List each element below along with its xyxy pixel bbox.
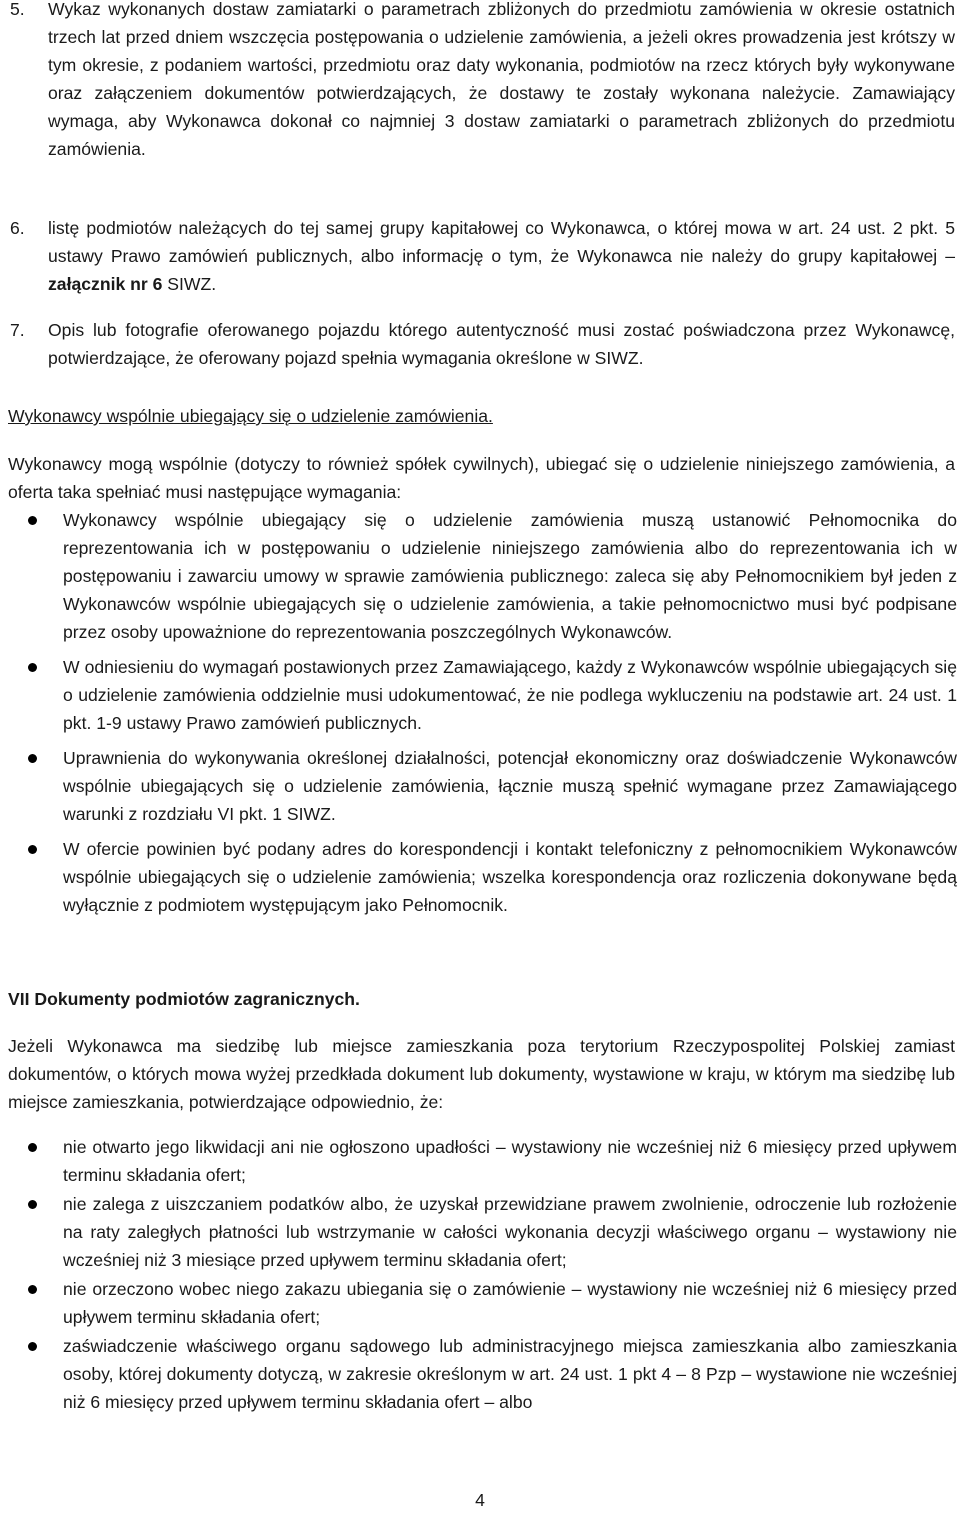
- list-item: W ofercie powinien być podany adres do korespondencji i kontakt telefoniczny z pełnomocnikiem Wykonawców wspólnie ubiegających się o udzielenie zamówienia; wszelka korespondencja oraz rozliczenia dokonywane będą wyłącznie z podmiotem występującym jako Pełnomocnik.: [0, 835, 957, 919]
- foreign-entities-documents: [0, 1133, 957, 1417]
- attachment-reference: załącznik nr 6: [48, 274, 163, 294]
- bullet-icon: [28, 1200, 37, 1209]
- list-item: nie orzeczono wobec niego zakazu ubiegania się o zamówienie – wystawiony nie wcześniej niż 6 miesięcy przed upływem terminu składania ofert;: [0, 1275, 957, 1331]
- page-number: 4: [475, 1490, 485, 1510]
- bullet-icon: [28, 663, 37, 672]
- list-number: 5.: [10, 0, 25, 19]
- list-item: Wykonawcy wspólnie ubiegający się o udzielenie zamówienia muszą ustanowić Pełnomocnika do reprezentowania ich w postępowaniu o udzielenie niniejszego zamówienia albo do reprezentowania ich w postępowaniu i zawarciu umowy w sprawie zamówienia publicznego: zaleca się aby Pełnomocnikiem był jeden z Wykonawców wspólnie ubiegających się o udzielenie zamówienia, a takie pełnomocnictwo musi być podpisane przez osoby upoważnione do reprezentowania poszczególnych Wykonawców.: [0, 506, 957, 646]
- bullet-icon: [28, 1342, 37, 1351]
- list-item-text: listę podmiotów należących do tej samej grupy kapitałowej co Wykonawca, o której mowa w art. 24 ust. 2 pkt. 5 ustawy Prawo zamówień publicznych, albo informację o tym, że Wykonawca nie należy do grupy kapitałowej – załącznik nr 6 SIWZ.: [48, 218, 955, 294]
- list-item-7: [0, 316, 955, 372]
- list-item-6: [0, 214, 955, 298]
- foreign-entities-intro: Jeżeli Wykonawca ma siedzibę lub miejsce zamieszkania poza terytorium Rzeczypospolitej Polskiej zamiast dokumentów, o których mowa wyżej przedkłada dokument lub dokumenty, wystawione w kraju, w którym ma siedzibę lub miejsce zamieszkania, potwierdzające odpowiednio, że:: [8, 1036, 955, 1112]
- list-item-text: Opis lub fotografie oferowanego pojazdu którego autentyczność musi zostać poświadczona przez Wykonawcę, potwierdzające, że oferowany pojazd spełnia wymagania określone w SIWZ.: [48, 320, 955, 368]
- bullet-icon: [28, 516, 37, 525]
- bullet-icon: [28, 845, 37, 854]
- joint-bidders-intro: Wykonawcy mogą wspólnie (dotyczy to również spółek cywilnych), ubiegać się o udzielenie niniejszego zamówienia, a oferta taka spełniać musi następujące wymagania:: [8, 454, 955, 502]
- list-item: nie otwarto jego likwidacji ani nie ogłoszono upadłości – wystawiony nie wcześniej niż 6 miesięcy przed upływem terminu składania ofert;: [0, 1133, 957, 1189]
- bullet-icon: [28, 1285, 37, 1294]
- list-item: zaświadczenie właściwego organu sądowego lub administracyjnego miejsca zamieszkania albo zamieszkania osoby, której dokumenty dotyczą, w zakresie określonym w art. 24 ust. 1 pkt 4 – 8 Pzp – wystawione nie wcześniej niż 6 miesięcy przed upływem terminu składania ofert – albo: [0, 1332, 957, 1416]
- list-item-5: [0, 0, 955, 163]
- list-item: W odniesieniu do wymagań postawionych przez Zamawiającego, każdy z Wykonawców wspólnie ubiegających się o udzielenie zamówienia oddzielnie musi udokumentować, że nie podlega wykluczeniu na podstawie art. 24 ust. 1 pkt. 1-9 ustawy Prawo zamówień publicznych.: [0, 653, 957, 737]
- joint-bidders-requirements: [0, 506, 957, 926]
- section-vii-heading: VII Dokumenty podmiotów zagranicznych.: [8, 989, 360, 1009]
- list-item: Uprawnienia do wykonywania określonej działalności, potencjał ekonomiczny oraz doświadczenie Wykonawców wspólnie ubiegających się o udzielenie zamówienia, łącznie muszą spełnić wymagane przez Zamawiającego warunki z rozdziału VI pkt. 1 SIWZ.: [0, 744, 957, 828]
- bullet-icon: [28, 1143, 37, 1152]
- list-number: 7.: [10, 320, 25, 340]
- list-item: nie zalega z uiszczaniem podatków albo, że uzyskał przewidziane prawem zwolnienie, odroczenie lub rozłożenie na raty zaległych płatności lub wstrzymanie w całości wykonania decyzji właściwego organu – wystawiony nie wcześniej niż 3 miesiące przed upływem terminu składania ofert;: [0, 1190, 957, 1274]
- list-number: 6.: [10, 218, 25, 238]
- bullet-icon: [28, 754, 37, 763]
- list-item-text: Wykaz wykonanych dostaw zamiatarki o parametrach zbliżonych do przedmiotu zamówienia w okresie ostatnich trzech lat przed dniem wszczęcia postępowania o udzielenie zamówienia, a jeżeli okres prowadzenia jest krótszy w tym okresie, z podaniem wartości, przedmiotu oraz daty wykonania, podmiotów na rzecz których były wykonywane oraz załączeniem dokumentów potwierdzających, że dostawy te zostały wykonana należycie. Zamawiający wymaga, aby Wykonawca dokonał co najmniej 3 dostaw zamiatarki o parametrach zbliżonych do przedmiotu zamówienia.: [48, 0, 955, 159]
- joint-bidders-heading: Wykonawcy wspólnie ubiegający się o udzielenie zamówienia.: [8, 406, 493, 426]
